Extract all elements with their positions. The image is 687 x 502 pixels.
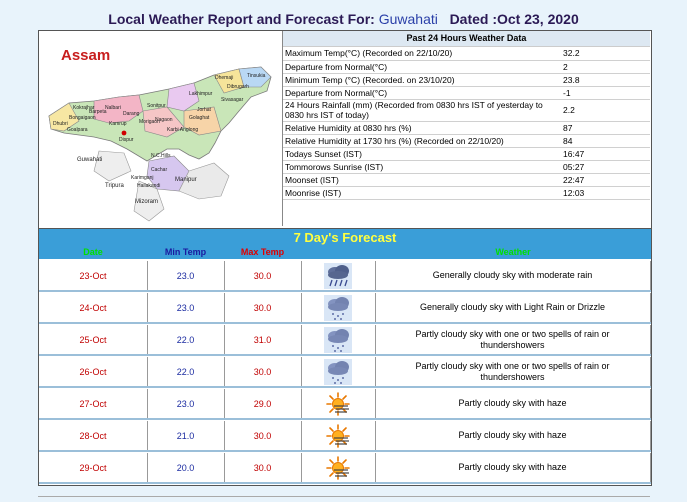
forecast-row: [39, 261, 651, 292]
svg-text:Jorhat: Jorhat: [197, 107, 211, 113]
past-24h-title: Past 24 Hours Weather Data: [283, 31, 650, 47]
forecast-min-temp: 21.0: [147, 421, 225, 450]
past-data-value: 05:27: [557, 160, 650, 173]
header-max-temp: Max Temp: [240, 247, 285, 257]
forecast-date: 25-Oct: [39, 325, 148, 354]
svg-text:Tripura: Tripura: [105, 183, 124, 189]
header-city: Guwahati: [378, 11, 438, 27]
svg-text:Guwahati: Guwahati: [77, 157, 103, 163]
rain-cloud-icon: [301, 261, 376, 290]
past-data-value: 12:03: [557, 186, 650, 199]
past-data-value: 2: [557, 60, 650, 73]
svg-text:N.C.Hills: N.C.Hills: [151, 153, 171, 159]
past-data-label: Departure from Normal(°C): [283, 60, 557, 73]
footer-divider: [38, 496, 650, 497]
header-weather: Weather: [495, 247, 531, 257]
past-data-value: 32.2: [557, 47, 650, 60]
forecast-row: [39, 389, 651, 420]
past-data-label: 24 Hours Rainfall (mm) (Recorded from 0830 hrs IST of yesterday to 0830 hrs IST of today): [283, 99, 557, 121]
header-date-col: Date: [83, 247, 103, 257]
forecast-min-temp: 20.0: [147, 453, 225, 482]
drizzle-cloud-icon: [301, 357, 376, 386]
svg-text:Cachar: Cachar: [151, 167, 168, 173]
svg-text:Kamrup: Kamrup: [109, 121, 127, 127]
forecast-row: [39, 325, 651, 356]
svg-text:Dibrugarh: Dibrugarh: [227, 84, 249, 90]
map-title: Assam: [61, 47, 111, 64]
past-data-row: [283, 147, 650, 160]
forecast-weather-desc: Partly cloudy sky with haze: [375, 389, 651, 418]
svg-text:Karbi Anglong: Karbi Anglong: [167, 127, 199, 133]
forecast-weather-desc: Partly cloudy sky with haze: [375, 421, 651, 450]
forecast-weather-desc: Generally cloudy sky with Light Rain or Drizzle: [375, 293, 651, 322]
forecast-max-temp: 30.0: [224, 421, 302, 450]
sun-haze-icon: [301, 389, 376, 418]
past-data-value: 2.2: [557, 99, 650, 121]
svg-text:Kokrajhar: Kokrajhar: [73, 105, 95, 111]
svg-text:Nagaon: Nagaon: [155, 117, 173, 123]
assam-map-graphic: [39, 31, 282, 226]
past-data-row: [283, 134, 650, 147]
past-data-row: [283, 86, 650, 99]
past-data-label: Relative Humidity at 0830 hrs (%): [283, 121, 557, 134]
svg-text:Bongaigaon: Bongaigaon: [69, 115, 96, 121]
past-data-value: 84: [557, 134, 650, 147]
svg-text:Barpeta: Barpeta: [89, 109, 107, 115]
forecast-weather-desc: Generally cloudy sky with moderate rain: [375, 261, 651, 290]
assam-map: [39, 31, 283, 226]
past-data-row: [283, 186, 650, 199]
forecast-max-temp: 30.0: [224, 357, 302, 386]
past-data-value: 16:47: [557, 147, 650, 160]
past-data-label: Tommorows Sunrise (IST): [283, 160, 557, 173]
svg-text:Sonitpur: Sonitpur: [147, 103, 166, 109]
past-data-row: [283, 121, 650, 134]
forecast-date: 29-Oct: [39, 453, 148, 482]
past-data-label: Relative Humidity at 1730 hrs (%) (Recorded on 22/10/20): [283, 134, 557, 147]
header-date: Dated :Oct 23, 2020: [449, 11, 579, 27]
svg-text:Morigaon: Morigaon: [139, 119, 160, 125]
sun-haze-icon: [301, 421, 376, 450]
svg-text:Mizoram: Mizoram: [135, 199, 159, 205]
svg-text:Nalbari: Nalbari: [105, 105, 121, 111]
forecast-weather-desc: Partly cloudy sky with one or two spells of rain or thundershowers: [375, 325, 651, 354]
forecast-max-temp: 30.0: [224, 453, 302, 482]
past-data-label: Moonset (IST): [283, 173, 557, 186]
header-min-temp: Min Temp: [164, 247, 207, 257]
forecast-max-temp: 30.0: [224, 261, 302, 290]
forecast-title: 7 Day's Forecast: [39, 229, 651, 246]
forecast-date: 24-Oct: [39, 293, 148, 322]
forecast-min-temp: 23.0: [147, 293, 225, 322]
past-data-row: [283, 160, 650, 173]
svg-text:Karimganj: Karimganj: [131, 175, 154, 181]
forecast-date: 26-Oct: [39, 357, 148, 386]
svg-text:Hailakandi: Hailakandi: [137, 183, 161, 189]
past-data-label: Todays Sunset (IST): [283, 147, 557, 160]
svg-text:Dhemaji: Dhemaji: [215, 75, 234, 81]
forecast-date: 27-Oct: [39, 389, 148, 418]
forecast-min-temp: 23.0: [147, 261, 225, 290]
forecast-date: 23-Oct: [39, 261, 148, 290]
past-data-value: 23.8: [557, 73, 650, 86]
forecast-row: [39, 421, 651, 452]
forecast-min-temp: 23.0: [147, 389, 225, 418]
past-data-label: Maximum Temp(°C) (Recorded on 22/10/20): [283, 47, 557, 60]
svg-text:Sivasagar: Sivasagar: [221, 97, 244, 103]
forecast-row: [39, 453, 651, 484]
svg-text:Lakhimpur: Lakhimpur: [189, 91, 213, 97]
forecast-min-temp: 22.0: [147, 357, 225, 386]
sun-haze-icon: [301, 453, 376, 482]
svg-text:Dispur: Dispur: [119, 137, 134, 143]
past-data-value: 22:47: [557, 173, 650, 186]
svg-text:Dhubri: Dhubri: [53, 121, 68, 127]
drizzle-cloud-icon: [301, 325, 376, 354]
drizzle-cloud-icon: [301, 293, 376, 322]
forecast-date: 28-Oct: [39, 421, 148, 450]
past-data-value: -1: [557, 86, 650, 99]
forecast-header-row: [39, 246, 651, 259]
past-data-value: 87: [557, 121, 650, 134]
forecast-row: [39, 357, 651, 388]
forecast-row: [39, 293, 651, 324]
past-data-row: [283, 47, 650, 60]
forecast-max-temp: 29.0: [224, 389, 302, 418]
past-weather-panel: [38, 30, 652, 229]
svg-text:Tinsukia: Tinsukia: [247, 73, 266, 79]
past-data-row: [283, 173, 650, 186]
forecast-weather-desc: Partly cloudy sky with one or two spells of rain or thundershowers: [375, 357, 651, 386]
forecast-min-temp: 22.0: [147, 325, 225, 354]
svg-text:Darang: Darang: [123, 111, 140, 117]
forecast-max-temp: 31.0: [224, 325, 302, 354]
forecast-max-temp: 30.0: [224, 293, 302, 322]
past-24h-data: [283, 31, 650, 226]
seven-day-forecast: [38, 228, 652, 486]
report-header: [0, 11, 687, 27]
svg-text:Goalpara: Goalpara: [67, 127, 88, 133]
past-data-row: [283, 60, 650, 73]
svg-text:Manipur: Manipur: [175, 177, 197, 183]
past-data-label: Moonrise (IST): [283, 186, 557, 199]
forecast-weather-desc: Partly cloudy sky with haze: [375, 453, 651, 482]
past-data-row: [283, 99, 650, 121]
past-24h-table: [283, 47, 650, 200]
past-data-label: Departure from Normal(°C): [283, 86, 557, 99]
svg-text:Golaghat: Golaghat: [189, 115, 210, 121]
past-data-label: Minimum Temp (°C) (Recorded. on 23/10/20): [283, 73, 557, 86]
header-prefix: Local Weather Report and Forecast For:: [108, 11, 379, 27]
past-data-row: [283, 73, 650, 86]
